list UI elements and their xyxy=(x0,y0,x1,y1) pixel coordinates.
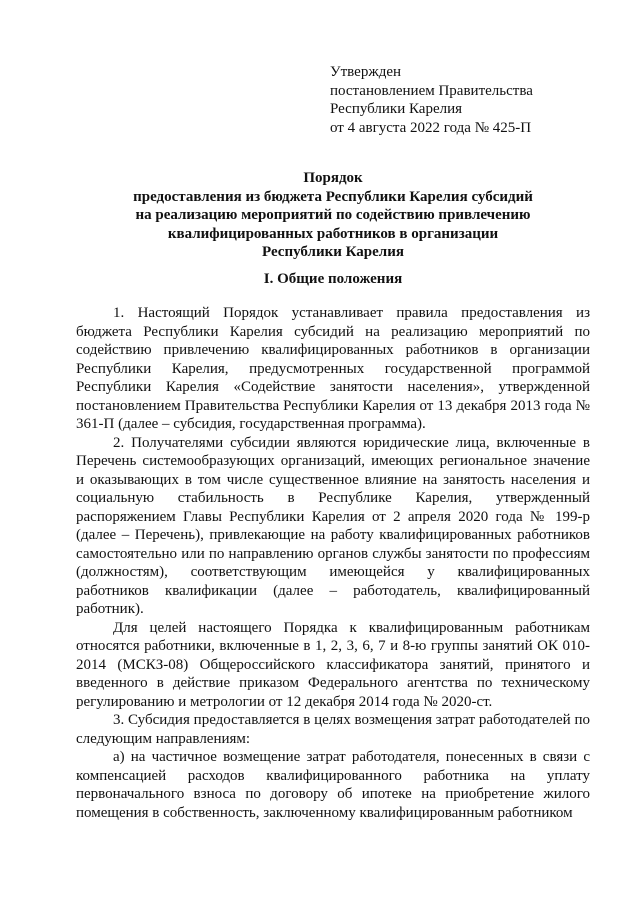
approval-line: Республики Карелия xyxy=(330,101,463,117)
paragraph: 1. Настоящий Порядок устанавливает правила предоставления из бюджета Республики Карелия субсидий на реализацию мероприятий по содействию привлечению квалифицированных работников в организации Республики Карелия, предусмотренных государственной программой Республики Карелия «Содействие занятости населения», утвержденной постановлением Правительства Республики Карелия от 13 декабря 2013 года № 361-П (далее – субсидия, государственная программа). xyxy=(76,305,590,432)
approval-block xyxy=(330,63,630,137)
title-line: на реализацию мероприятий по содействию привлечению xyxy=(135,207,531,223)
paragraph: 2. Получателями субсидии являются юридические лица, включенные в Перечень системообразующих организаций, имеющих региональное значение и оказывающих в том числе существенное влияние на занятость населения и социальную стабильность в Республике Карелия, утвержденный распоряжением Главы Республики Карелия от 2 апреля 2020 года № 199-р (далее – Перечень), привлекающие на работу квалифицированных работников самостоятельно или по направлению органов службы занятости по профессиям (должностям), соответствующим имеющейся у квалифицированных работников квалификации (далее – работодатель, квалифицированный работник). xyxy=(76,434,590,617)
document-title xyxy=(76,169,590,262)
section-heading: I. Общие положения xyxy=(263,271,403,287)
approval-line: от 4 августа 2022 года № 425-П xyxy=(330,119,532,136)
title-line: квалифицированных работников в организации xyxy=(167,225,499,242)
approval-line: постановлением Правительства xyxy=(330,82,533,99)
section-body xyxy=(76,304,590,822)
title-line: Порядок xyxy=(303,170,363,186)
paragraph: 3. Субсидия предоставляется в целях возмещения затрат работодателей по следующим направлениям: xyxy=(76,712,590,747)
paragraph: а) на частичное возмещение затрат работодателя, понесенных в связи с компенсацией расходов квалифицированного работника на уплату первоначального взноса по договору об ипотеке на приобретение жилого помещения в собственность, заключенному квалифицированным работником xyxy=(76,749,590,821)
paragraph: Для целей настоящего Порядка к квалифицированным работникам относятся работники, включенные в 1, 2, 3, 6, 7 и 8-ю группы занятий ОК 010-2014 (МСКЗ-08) Общероссийского классификатора занятий, принятого и введенного в действие приказом Федерального агентства по техническому регулированию и метрологии от 12 декабря 2014 года № 2020-ст. xyxy=(76,619,590,710)
title-line: Республики Карелия xyxy=(262,244,404,260)
title-line: предоставления из бюджета Республики Карелия субсидий xyxy=(133,188,533,205)
approval-line: Утвержден xyxy=(330,64,402,80)
